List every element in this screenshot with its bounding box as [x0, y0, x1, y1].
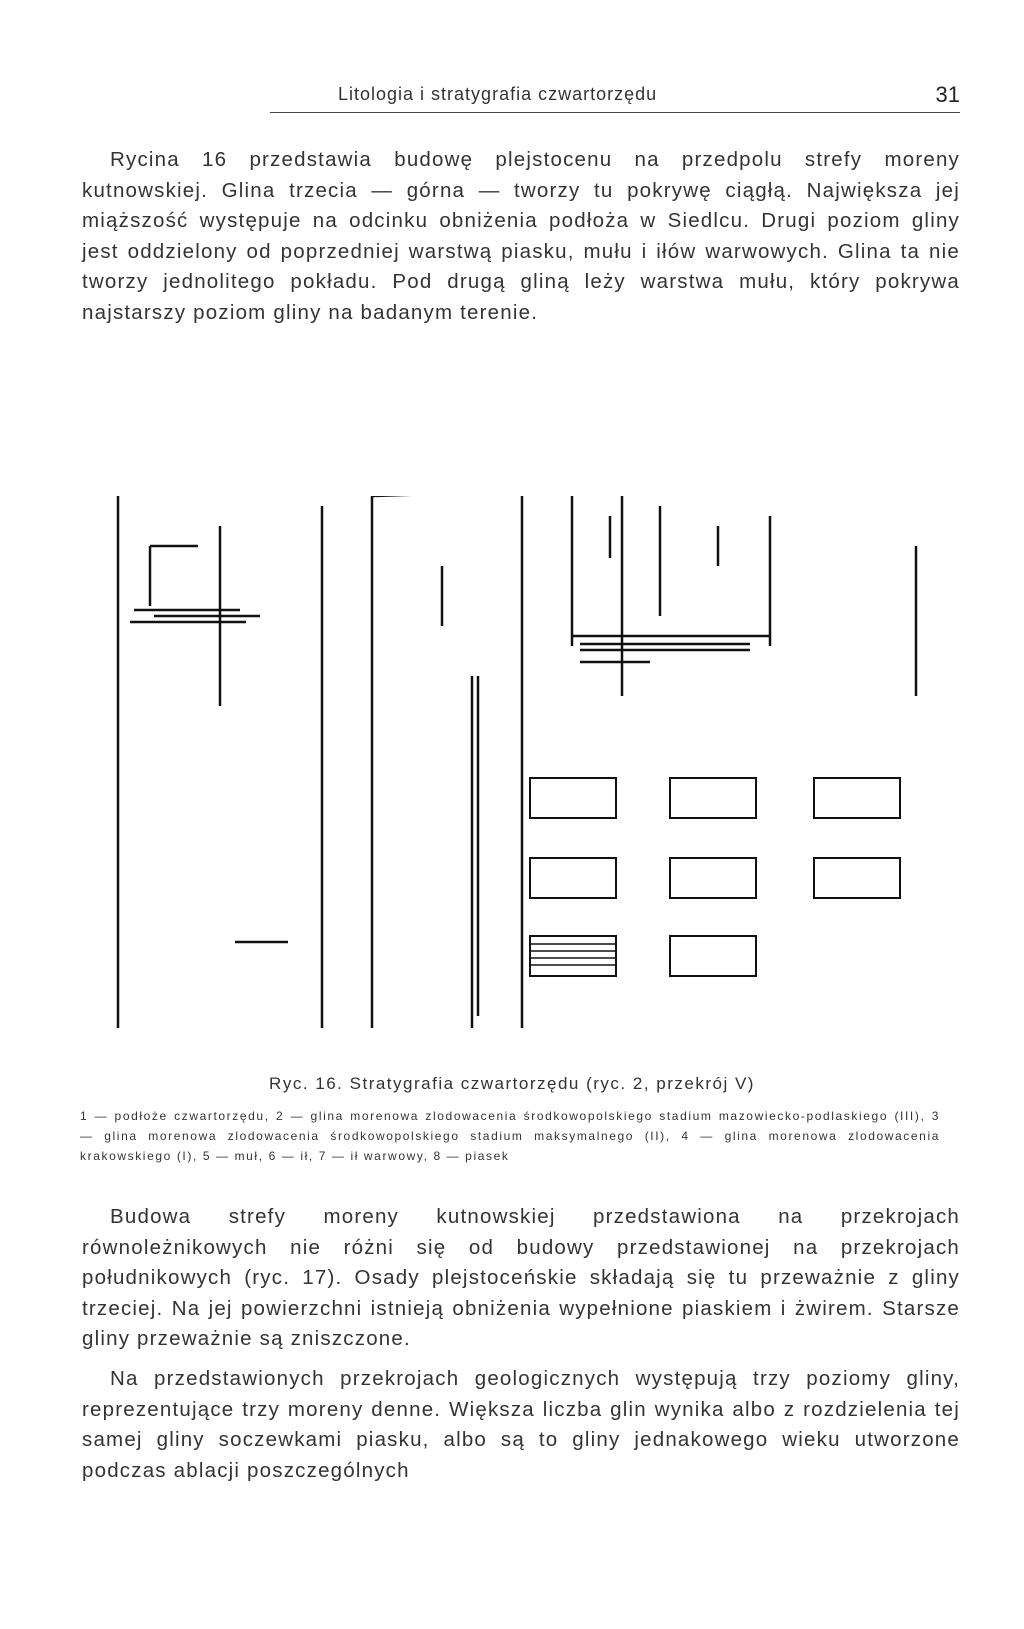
figure-legend: 1 — podłoże czwartorzędu, 2 — glina morenowa zlodowacenia środkowopolskiego stadium mazowiecko-podlaskiego (III), 3 — glina morenowa zlodowacenia środkowopolskiego stadium maksymalnego (II), 4 — glina morenowa zlodowacenia krakowskiego (I), 5 — muł, 6 — ił, 7 — ił warwowy, 8 — piasek	[80, 1109, 940, 1163]
figure-caption: Ryc. 16. Stratygrafia czwartorzędu (ryc. 2, przekrój V)	[269, 1074, 755, 1093]
legend-box-8	[670, 936, 756, 976]
running-header-title: Litologia i stratygrafia czwartorzędu	[338, 84, 658, 104]
paragraph-2-text: Budowa strefy moreny kutnowskiej przedstawiona na przekrojach równoleżnikowych nie różni się od budowy przedstawionej na przekrojach południkowych (ryc. 17). Osady plejstoceńskie składają się tu przeważnie z gliny trzeciej. Na jej powierzchni istnieją obniżenia wypełnione piaskiem i żwirem. Starsze gliny przeważnie są zniszczone.	[82, 1205, 960, 1350]
legend-box-6	[814, 858, 900, 898]
legend-box-7	[530, 936, 616, 976]
page-number: 31	[935, 82, 960, 107]
paragraph-3	[82, 1364, 960, 1486]
legend-box-1	[530, 778, 616, 818]
legend-box-2	[670, 778, 756, 818]
paragraph-3-text: Na przedstawionych przekrojach geologicznych występują trzy poziomy gliny, reprezentujące trzy moreny denne. Większa liczba glin wynika albo z rozdzielenia tej samej gliny soczewkami piasku, albo są to gliny jednakowego wieku utworzone podczas ablacji poszczególnych	[82, 1367, 960, 1482]
paragraph-1	[82, 145, 960, 328]
running-header	[270, 78, 960, 113]
legend-box-3	[814, 778, 900, 818]
paragraph-2	[82, 1202, 960, 1355]
legend-box-4	[530, 858, 616, 898]
legend-box-5	[670, 858, 756, 898]
stratigraphy-figure	[110, 496, 950, 1056]
paragraph-1-text: Rycina 16 przedstawia budowę plejstocenu na przedpolu strefy moreny kutnowskiej. Glina trzecia — górna — tworzy tu pokrywę ciągłą. Największa jej miąższość występuje na odcinku obniżenia podłoża w Siedlcu. Drugi poziom gliny jest oddzielony od poprzedniej warstwą piasku, mułu i iłów warwowych. Glina ta nie tworzy jednolitego pokładu. Pod drugą gliną leży warstwa mułu, który pokrywa najstarszy poziom gliny na badanym terenie.	[82, 148, 960, 324]
